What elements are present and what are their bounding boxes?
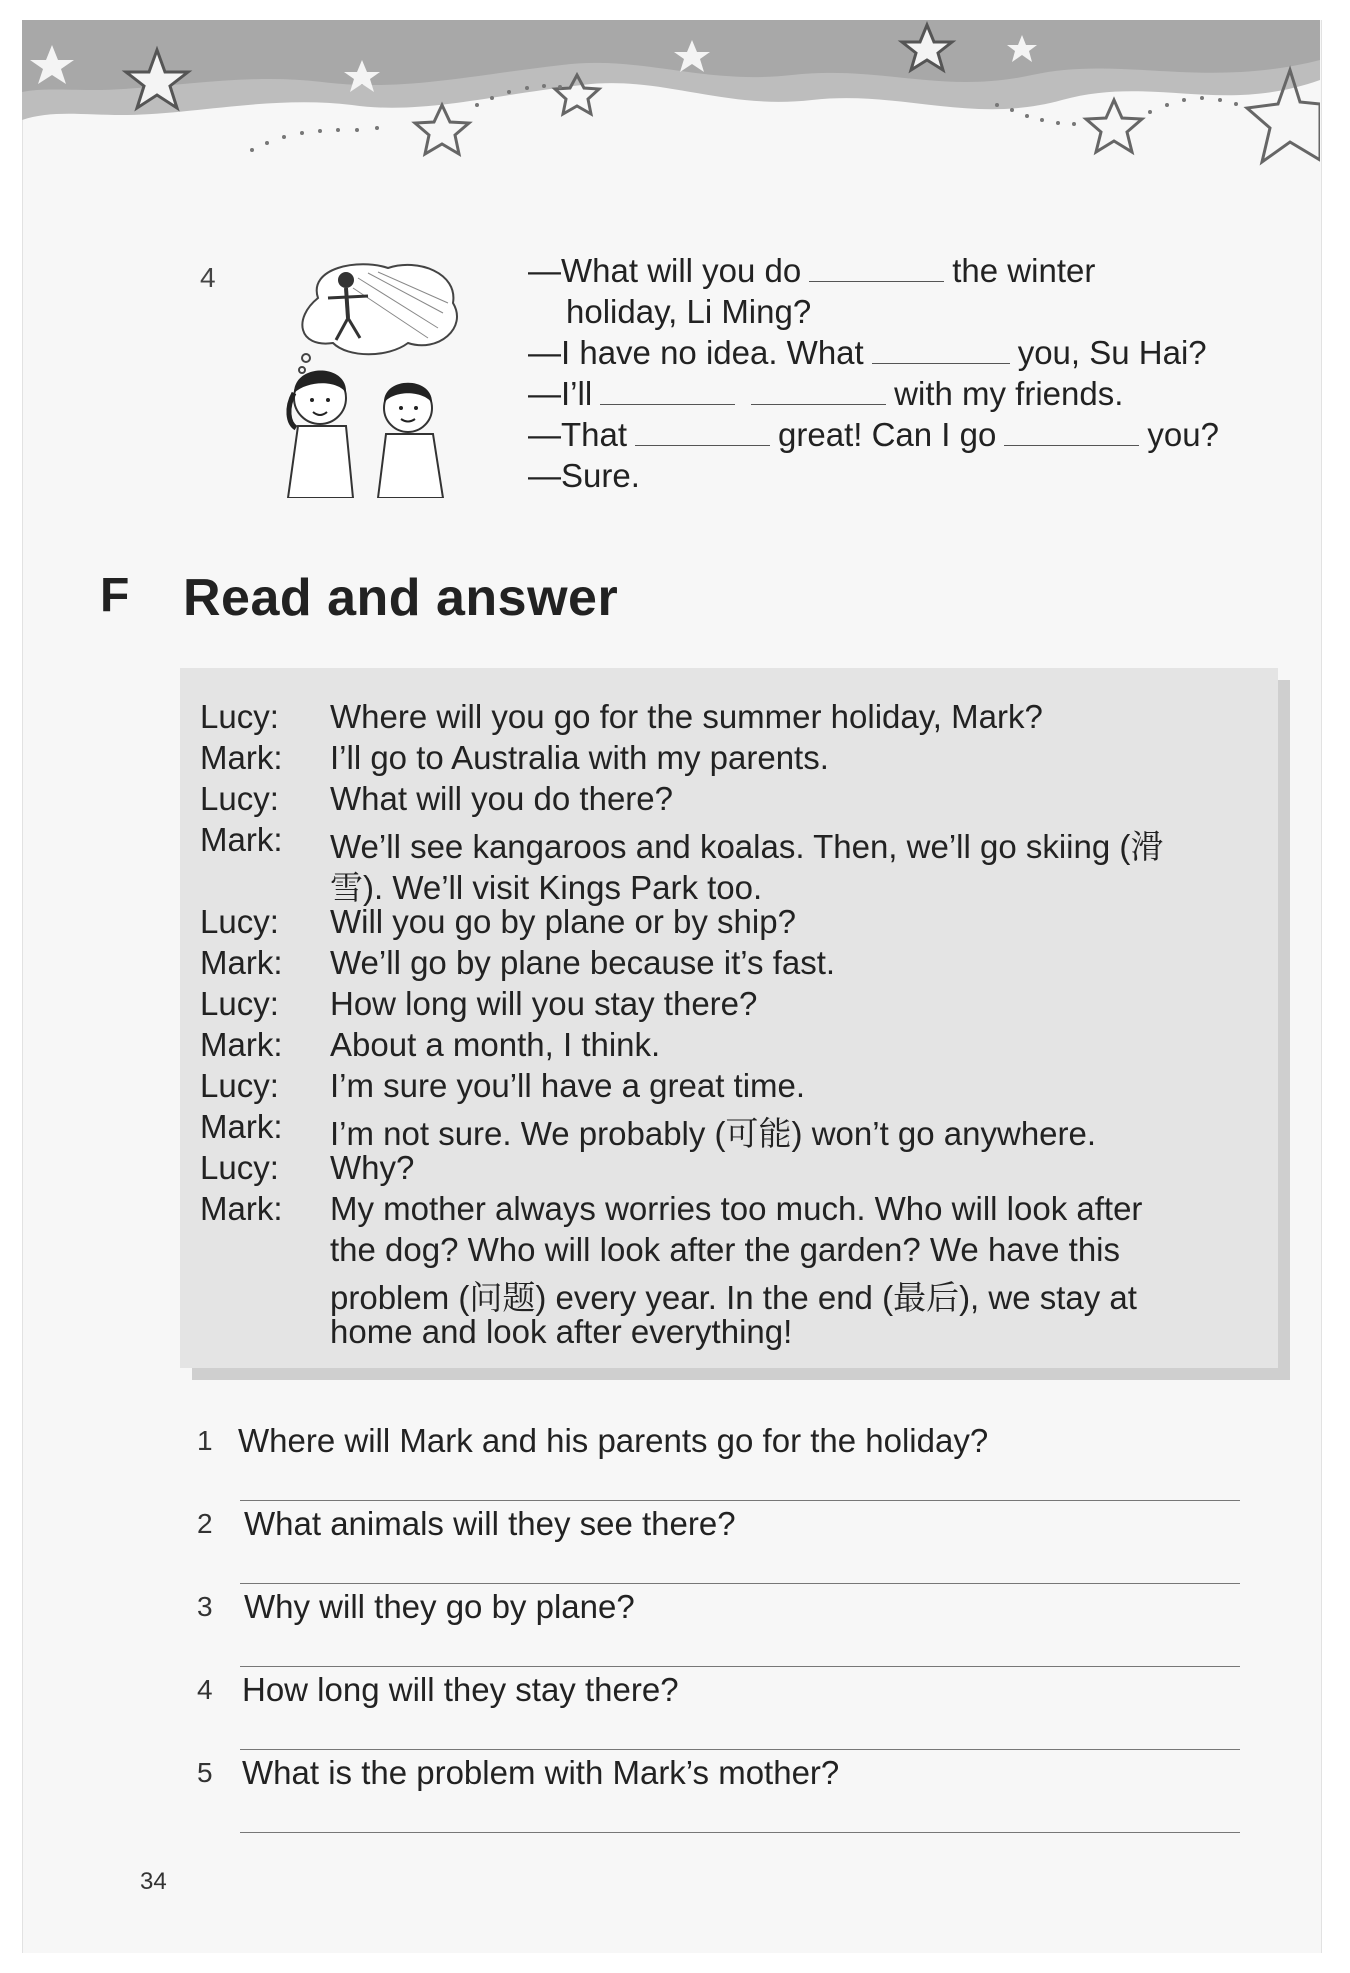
dialogue-text: We’ll go by plane because it’s fast. [330,944,836,981]
question-number: 2 [197,1508,213,1539]
dialogue-line: holiday, Li Ming? [566,293,812,330]
question-number: 5 [197,1757,213,1788]
speaker-label: Mark: [200,1108,283,1145]
speaker-label: Lucy: [200,698,279,735]
answer-line[interactable] [240,1666,1240,1667]
answer-blank[interactable] [635,419,770,446]
answer-line[interactable] [240,1500,1240,1501]
exercise-number: 4 [200,262,216,293]
page-number: 34 [140,1868,167,1895]
speaker-label: Mark: [200,1190,283,1227]
question-text: How long will they stay there? [242,1671,679,1708]
speaker-label: Lucy: [200,1149,279,1186]
dialogue-text: Why? [330,1149,415,1186]
answer-blank[interactable] [809,255,944,282]
question-text: What animals will they see there? [244,1505,736,1542]
question-number: 1 [197,1425,213,1456]
dialogue-text: the dog? Who will look after the garden? We have this [330,1231,1121,1268]
answer-line[interactable] [240,1583,1240,1584]
answer-line[interactable] [240,1832,1240,1833]
answer-blank[interactable] [600,378,735,405]
dialogue-line: —That great! Can I go you? [528,416,1219,453]
speaker-label: Lucy: [200,903,279,940]
question-number: 3 [197,1591,213,1622]
dialogue-text: My mother always worries too much. Who will look after [330,1190,1143,1227]
dialogue-text: I’m sure you’ll have a great time. [330,1067,806,1104]
dialogue-line: —What will you do the winter [528,252,1096,289]
dialogue-text: About a month, I think. [330,1026,661,1063]
dialogue-text: What will you do there? [330,780,674,817]
speaker-label: Lucy: [200,1067,279,1104]
question-text: Why will they go by plane? [244,1588,635,1625]
question-text: What is the problem with Mark’s mother? [242,1754,840,1791]
children-thinking-illustration [258,258,478,498]
star-banner [22,20,1320,190]
dialogue-line: —I have no idea. What you, Su Hai? [528,334,1207,371]
question-number: 4 [197,1674,213,1705]
section-title: Read and answer [183,569,619,627]
dialogue-text: How long will you stay there? [330,985,758,1022]
answer-line[interactable] [240,1749,1240,1750]
star-icon [415,105,469,154]
speaker-label: Mark: [200,821,283,858]
question-text: Where will Mark and his parents go for the holiday? [238,1422,989,1459]
answer-blank[interactable] [1004,419,1139,446]
dialogue-line: —I’ll with my friends. [528,375,1124,412]
answer-blank[interactable] [872,337,1010,364]
dialogue-text: problem (问题) every year. In the end (最后), we stay at [330,1279,1137,1316]
speaker-label: Mark: [200,1026,283,1063]
exercise-4-dialogue [528,250,1308,496]
speaker-label: Mark: [200,944,283,981]
dialogue-line: —Sure. [528,457,640,494]
speaker-label: Lucy: [200,780,279,817]
dialogue-text: 雪). We’ll visit Kings Park too. [330,869,763,906]
star-icon [1086,100,1142,152]
dialogue-text: Where will you go for the summer holiday, Mark? [330,698,1043,735]
dialogue-text: We’ll see kangaroos and koalas. Then, we’ll go skiing (滑 [330,828,1164,865]
speaker-label: Lucy: [200,985,279,1022]
dialogue-text: home and look after everything! [330,1313,793,1350]
dialogue-text: Will you go by plane or by ship? [330,903,796,940]
speaker-label: Mark: [200,739,283,776]
dialogue-text: I’m not sure. We probably (可能) won’t go anywhere. [330,1115,1097,1152]
section-letter: F [100,569,130,622]
dialogue-text: I’ll go to Australia with my parents. [330,739,829,776]
answer-blank[interactable] [751,378,886,405]
